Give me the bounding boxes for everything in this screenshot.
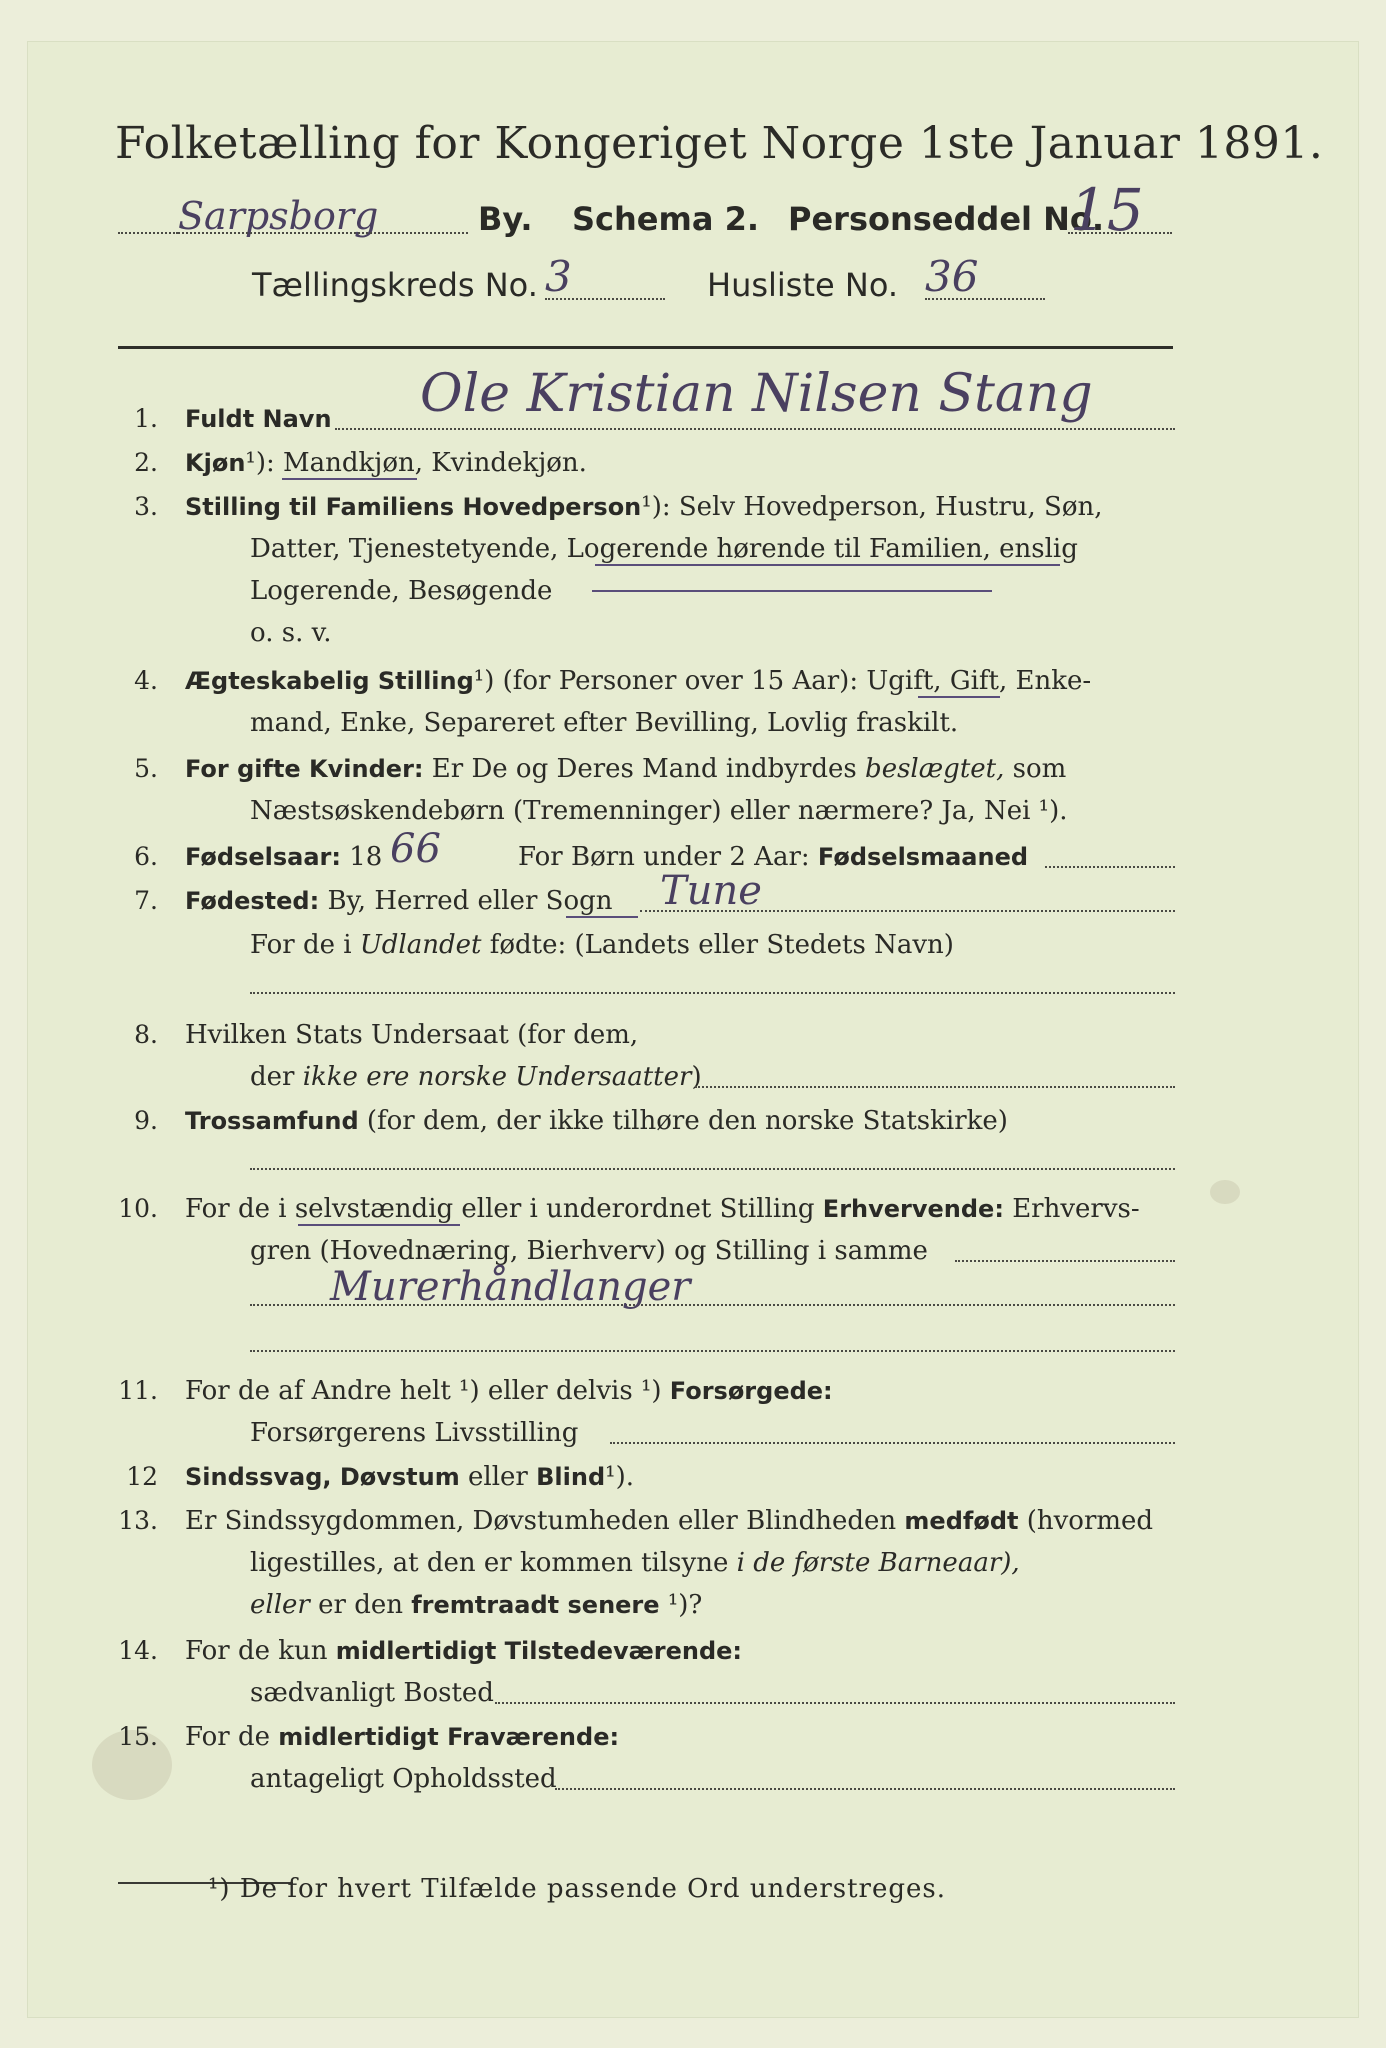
marital-row: Ægteskabelig Stilling¹) (for Personer over 15 Aar): Ugift, Gift, Enke- xyxy=(185,666,1092,696)
taellingskreds-number: 3 xyxy=(545,252,572,301)
abroad-birthplace-row: For de i Udlandet fødte: (Landets eller Stedets Navn) xyxy=(250,930,954,960)
infant-birth-month-row: For Børn under 2 Aar: Fødselsmaaned xyxy=(518,842,1029,872)
occupation-row-cont: gren (Hovednæring, Bierhverv) og Stilling i samme xyxy=(250,1236,928,1266)
item-number: 13. xyxy=(118,1506,158,1535)
provider-row: Forsørgerens Livsstilling xyxy=(250,1418,579,1448)
birthplace-value: Tune xyxy=(660,868,762,914)
handwritten-underline xyxy=(918,696,1000,698)
marital-row-cont: mand, Enke, Separeret efter Bevilling, Lovlig fraskilt. xyxy=(250,708,959,738)
dotted-leader xyxy=(545,298,665,300)
temp-present-row: For de kun midlertidigt Tilstedeværende: xyxy=(185,1636,743,1666)
dotted-leader xyxy=(1068,232,1172,234)
position-row-cont: Logerende, Besøgende xyxy=(250,576,553,606)
congenital-row: Er Sindssygdommen, Døvstumheden eller Blindheden medfødt (hvormed xyxy=(185,1506,1154,1536)
dotted-leader xyxy=(640,910,1175,912)
item-number: 2. xyxy=(134,448,158,477)
handwritten-underline xyxy=(595,564,1060,566)
schema-label: Schema 2. xyxy=(572,200,759,238)
item-number: 11. xyxy=(118,1376,158,1405)
paper-stain xyxy=(1210,1180,1240,1204)
full-name-value: Ole Kristian Nilsen Stang xyxy=(420,364,1093,424)
dotted-leader xyxy=(1045,866,1175,868)
dotted-leader xyxy=(695,1086,1175,1088)
personseddel-label: Personseddel No. xyxy=(788,200,1105,238)
handwritten-underline xyxy=(282,478,417,480)
citizenship-row-cont: der ikke ere norske Undersaatter) xyxy=(250,1062,702,1092)
item-number: 4. xyxy=(134,666,158,695)
congenital-row-cont: ligestilles, at den er kommen tilsyne i de første Barneaar), xyxy=(250,1548,1020,1578)
city-handwritten: Sarpsborg xyxy=(178,194,379,238)
dotted-leader xyxy=(555,1788,1175,1790)
item-number: 15. xyxy=(118,1722,158,1751)
dotted-leader xyxy=(250,1168,1175,1170)
item-number: 8. xyxy=(134,1020,158,1049)
dotted-leader xyxy=(495,1702,1175,1704)
sex-row: Kjøn¹): Mandkjøn, Kvindekjøn. xyxy=(185,448,587,478)
dotted-leader xyxy=(610,1442,1175,1444)
dotted-leader xyxy=(955,1260,1175,1262)
form-title: Folketælling for Kongeriget Norge 1ste Januar 1891. xyxy=(115,118,1324,169)
probable-residence-row: antageligt Opholdssted xyxy=(250,1764,557,1794)
position-row: Stilling til Familiens Hovedperson¹): Selv Hovedperson, Hustru, Søn, xyxy=(185,492,1103,522)
taellingskreds-label: Tællingskreds No. xyxy=(252,266,538,304)
item-number: 1. xyxy=(134,404,158,433)
dotted-leader xyxy=(335,428,1175,430)
position-row-cont: Datter, Tjenestetyende, Logerende hørende til Familien, enslig xyxy=(250,534,1078,564)
disability-row: Sindssvag, Døvstum eller Blind¹). xyxy=(185,1462,634,1492)
religion-row: Trossamfund (for dem, der ikke tilhøre den norske Statskirke) xyxy=(185,1106,1008,1136)
dotted-leader xyxy=(118,232,178,234)
dependent-row: For de af Andre helt ¹) eller delvis ¹) Forsørgede: xyxy=(185,1376,833,1406)
married-women-row: For gifte Kvinder: Er De og Deres Mand indbyrdes beslægtet, som xyxy=(185,754,1067,784)
item-number: 7. xyxy=(134,886,158,915)
personseddel-number: 15 xyxy=(1070,176,1144,244)
item-number: 5. xyxy=(134,754,158,783)
item-number: 12 xyxy=(126,1462,158,1491)
citizenship-row: Hvilken Stats Undersaat (for dem, xyxy=(185,1020,639,1050)
item-number: 14. xyxy=(118,1636,158,1665)
by-label: By. xyxy=(478,200,533,238)
handwritten-underline xyxy=(592,590,992,592)
temp-absent-row: For de midlertidigt Fraværende: xyxy=(185,1722,620,1752)
footnote: ¹) De for hvert Tilfælde passende Ord understreges. xyxy=(208,1874,947,1904)
dotted-leader xyxy=(925,298,1045,300)
occupation-row: For de i selvstændig eller i underordnet Stilling Erhvervende: Erhvervs- xyxy=(185,1194,1140,1224)
dotted-leader xyxy=(178,232,468,234)
congenital-row-cont2: eller er den fremtraadt senere ¹)? xyxy=(250,1590,703,1620)
handwritten-underline xyxy=(566,916,638,918)
dotted-leader xyxy=(250,1350,1175,1352)
occupation-value: Murerhåndlanger xyxy=(330,1264,691,1310)
header-rule xyxy=(118,346,1173,349)
usual-residence-row: sædvanligt Bosted xyxy=(250,1678,494,1708)
birthplace-label: Fødested: By, Herred eller Sogn xyxy=(185,886,613,916)
birth-year-value: 66 xyxy=(390,826,441,872)
husliste-number: 36 xyxy=(925,252,979,301)
item-number: 9. xyxy=(134,1106,158,1135)
item-number: 6. xyxy=(134,842,158,871)
husliste-label: Husliste No. xyxy=(707,266,898,304)
item-number: 3. xyxy=(134,492,158,521)
handwritten-underline xyxy=(298,1224,460,1226)
full-name-label: Fuldt Navn xyxy=(185,405,332,433)
position-row-cont: o. s. v. xyxy=(250,618,332,648)
dotted-leader xyxy=(250,992,1175,994)
birth-year-label: Fødselsaar: 18 xyxy=(185,842,383,872)
item-number: 10. xyxy=(118,1194,158,1223)
married-women-row-cont: Næstsøskendebørn (Tremenninger) eller nærmere? Ja, Nei ¹). xyxy=(250,796,1068,826)
